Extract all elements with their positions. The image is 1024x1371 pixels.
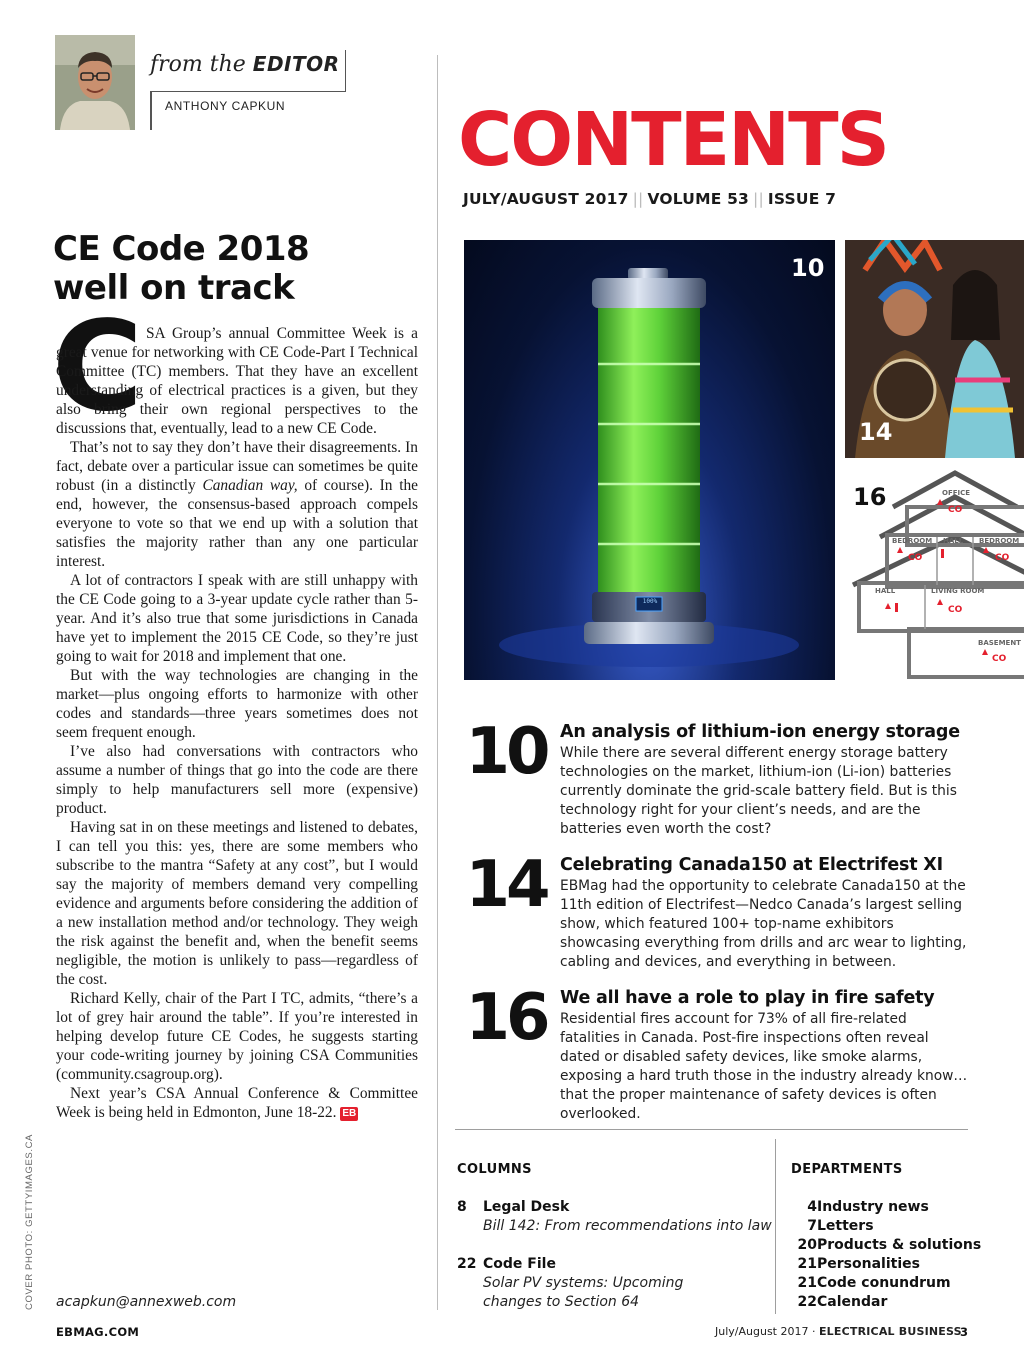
department-item[interactable] xyxy=(790,1217,990,1236)
smoke-alarm-icon xyxy=(897,547,903,553)
column-divider xyxy=(437,55,438,1310)
room-label-bedroom-1: BEDROOM xyxy=(892,537,933,545)
issue-separator: || xyxy=(753,190,764,208)
department-page-number: 22 xyxy=(797,1294,817,1310)
column-page-number: 22 xyxy=(457,1256,477,1272)
editor-heading-bold: EDITOR xyxy=(252,52,340,76)
department-page-number: 21 xyxy=(797,1275,817,1291)
editor-photo xyxy=(55,35,135,130)
room-label-bedroom-2: BEDROOM xyxy=(979,537,1020,545)
fire-safety-image[interactable] xyxy=(845,465,1024,685)
feature-page-number: 14 xyxy=(465,848,547,922)
footer-page-number: 3 xyxy=(960,1325,969,1339)
eb-end-badge: EB xyxy=(342,1108,357,1119)
department-name: Calendar xyxy=(817,1294,888,1310)
smoke-alarm-icon xyxy=(937,599,943,605)
battery-charge-label: 100% xyxy=(642,598,658,605)
section-divider xyxy=(455,1129,968,1130)
department-page-number: 7 xyxy=(807,1218,817,1234)
editor-heading-prefix: from the xyxy=(150,52,246,77)
editorial-paragraph-2-end: of course). In the end, however, the consensus-based approach compels everyone to vote so that we end up with a solution that satisfies the majority rather than any one particular interest. xyxy=(56,477,418,570)
feature-page-number: 10 xyxy=(465,715,547,789)
smoke-alarm-icon xyxy=(885,603,891,609)
editorial-paragraph-2-italic: Canadian way, xyxy=(202,477,298,494)
department-name: Products & solutions xyxy=(817,1237,982,1253)
co-label-basement: CO xyxy=(992,654,1007,664)
column-subtitle: Solar PV systems: Upcoming changes to Section 64 xyxy=(483,1275,684,1310)
co-label-bedroom-2: CO xyxy=(995,553,1010,563)
room-label-hall-1: HALL xyxy=(943,537,964,545)
editorial-paragraph-1-text: SA Group’s annual Committee Week is a great venue for networking with CE Code-Part I Technical Committee (TC) members. That they have an excellent understanding of electrical practices is a given, but they also bring their own regional perspectives to the discussions that, eventually, lead to a new CE Code. xyxy=(56,325,418,437)
co-label-living-room: CO xyxy=(948,605,963,615)
room-label-basement: BASEMENT xyxy=(978,639,1021,647)
electrifest-page-number: 14 xyxy=(859,418,893,446)
department-name: Code conundrum xyxy=(817,1275,951,1291)
extinguisher-icon xyxy=(895,603,898,612)
footer-issue-date: July/August 2017 · xyxy=(715,1325,819,1338)
department-page-number: 21 xyxy=(797,1256,817,1272)
feature-summary: EBMag had the opportunity to celebrate Canada150 at the 11th edition of Electrifest—Nedco Canada’s largest selling show, which featured 100+ top-name exhibitors showcasing everything from drills and arc wear to lighting, cabling and devices, and everything in between. xyxy=(560,878,967,970)
editorial-paragraph-7: Richard Kelly, chair of the Part I TC, admits, “there’s a lot of grey hair around the table”. If you’re interested in helping develop future CE Codes, he suggests starting your code-writing journey by joining CSA Communities (community.csagroup.org). xyxy=(56,990,418,1083)
editorial-paragraph-3: A lot of contractors I speak with are still unhappy with the CE Code going to a 3-year update cycle rather than 5-year. And it’s also true that some jurisdictions in Canada have yet to implement the 2015 CE Code, so they’re just going to wait for 2018 and implement that one. xyxy=(56,572,418,665)
electrifest-image[interactable] xyxy=(845,240,1024,458)
editorial-paragraph-8 xyxy=(56,1084,418,1122)
department-name: Letters xyxy=(817,1218,874,1234)
editorial-paragraph-8-text: Next year’s CSA Annual Conference & Committee Week is being held in Edmonton, June 18-22. xyxy=(56,1085,418,1121)
department-name: Industry news xyxy=(817,1199,929,1215)
department-page-number: 4 xyxy=(807,1199,817,1215)
editorial-paragraph-4: But with the way technologies are changing in the market—plus ongoing efforts to harmonize with other codes and standards—three years sometimes does not seem frequent enough. xyxy=(56,667,418,741)
editor-email[interactable]: acapkun@annexweb.com xyxy=(56,1294,237,1310)
columns-departments-divider xyxy=(775,1139,776,1314)
column-page-number: 8 xyxy=(457,1199,467,1215)
issue-line xyxy=(463,190,836,208)
extinguisher-icon xyxy=(941,549,944,558)
battery-image[interactable] xyxy=(464,240,835,680)
department-item[interactable] xyxy=(790,1293,990,1312)
drop-cap: C xyxy=(52,295,144,439)
department-item[interactable] xyxy=(790,1236,990,1255)
footer-issue xyxy=(715,1325,962,1338)
feature-title[interactable]: Celebrating Canada150 at Electrifest XI xyxy=(560,855,943,875)
editorial-paragraph-6: Having sat in on these meetings and listened to debates, I can tell you this: yes, there are some members who subscribe to the mantra “Safety at any cost”, but I would say the majority of members demand very compelling evidence and arguments before considering the addition of a new installation method and/or technology. They weigh the risk against the benefit and, when the benefit seems negligible, the motion is unlikely to pass—regardless of the cost. xyxy=(56,819,418,988)
feature-title[interactable]: An analysis of lithium-ion energy storage xyxy=(560,722,960,742)
co-label-bedroom-1: CO xyxy=(908,553,923,563)
issue-date: JULY/AUGUST 2017 xyxy=(463,190,629,208)
departments-list xyxy=(790,1198,990,1312)
column-name: Code File xyxy=(483,1256,556,1272)
battery-page-number: 10 xyxy=(791,254,825,282)
column-subtitle: Bill 142: From recommendations into law xyxy=(483,1218,772,1234)
smoke-alarm-icon xyxy=(982,649,988,655)
room-label-office: OFFICE xyxy=(942,489,971,497)
headline-line-1: CE Code 2018 xyxy=(53,229,310,269)
room-label-hall-2: HALL xyxy=(875,587,896,595)
editorial-paragraph-5: I’ve also had conversations with contractors who assume a number of things that go into the code are there simply to help manufacturers sell more (expensive) product. xyxy=(56,743,418,817)
contents-title: CONTENTS xyxy=(458,97,888,183)
issue-separator: || xyxy=(632,190,644,208)
headline-line-2: well on track xyxy=(53,268,295,308)
editorial-paragraph-1 xyxy=(56,324,418,438)
department-item[interactable] xyxy=(790,1274,990,1293)
department-item[interactable] xyxy=(790,1255,990,1274)
department-name: Personalities xyxy=(817,1256,920,1272)
editorial-body xyxy=(56,324,418,1122)
feature-summary: While there are several different energy storage battery technologies on the market, lithium-ion (Li-ion) batteries currently dominate the grid-scale battery field. But is this technology right for your client’s needs, and are the batteries even worth the cost? xyxy=(560,745,957,837)
feature-summary: Residential fires account for 73% of all fire-related fatalities in Canada. Post-fire inspections often reveal dated or disabled safety devices, like smoke alarms, exposing a hard truth those in the industry already know… that the proper maintenance of safety devices is often overlooked. xyxy=(560,1011,968,1122)
footer-magazine-name: ELECTRICAL BUSINESS xyxy=(818,1325,962,1338)
editorial-paragraph-2 xyxy=(56,438,418,571)
editor-heading xyxy=(150,50,346,92)
departments-heading: DEPARTMENTS xyxy=(791,1162,903,1177)
editor-name: ANTHONY CAPKUN xyxy=(165,99,286,113)
columns-heading: COLUMNS xyxy=(457,1162,532,1177)
department-page-number: 20 xyxy=(797,1237,817,1253)
photo-credit: COVER PHOTO: GETTYIMAGES.CA xyxy=(24,1134,35,1310)
issue-volume: VOLUME 53 xyxy=(647,190,750,208)
column-name: Legal Desk xyxy=(483,1199,570,1215)
issue-number: ISSUE 7 xyxy=(767,190,837,208)
room-label-living-room: LIVING ROOM xyxy=(931,587,985,595)
co-label-office: CO xyxy=(948,505,963,515)
feature-page-number: 16 xyxy=(465,981,547,1055)
footer-site[interactable]: EBMAG.COM xyxy=(56,1325,140,1339)
department-item[interactable] xyxy=(790,1198,990,1217)
editorial-paragraph-2-start: That’s not to say they don’t have their disagreements. In fact, debate over a particular issue can sometimes be quite robust (in a distinctly xyxy=(56,439,418,494)
feature-title[interactable]: We all have a role to play in fire safety xyxy=(560,988,935,1008)
fire-safety-page-number: 16 xyxy=(853,483,887,511)
editor-name-rule xyxy=(150,92,152,130)
